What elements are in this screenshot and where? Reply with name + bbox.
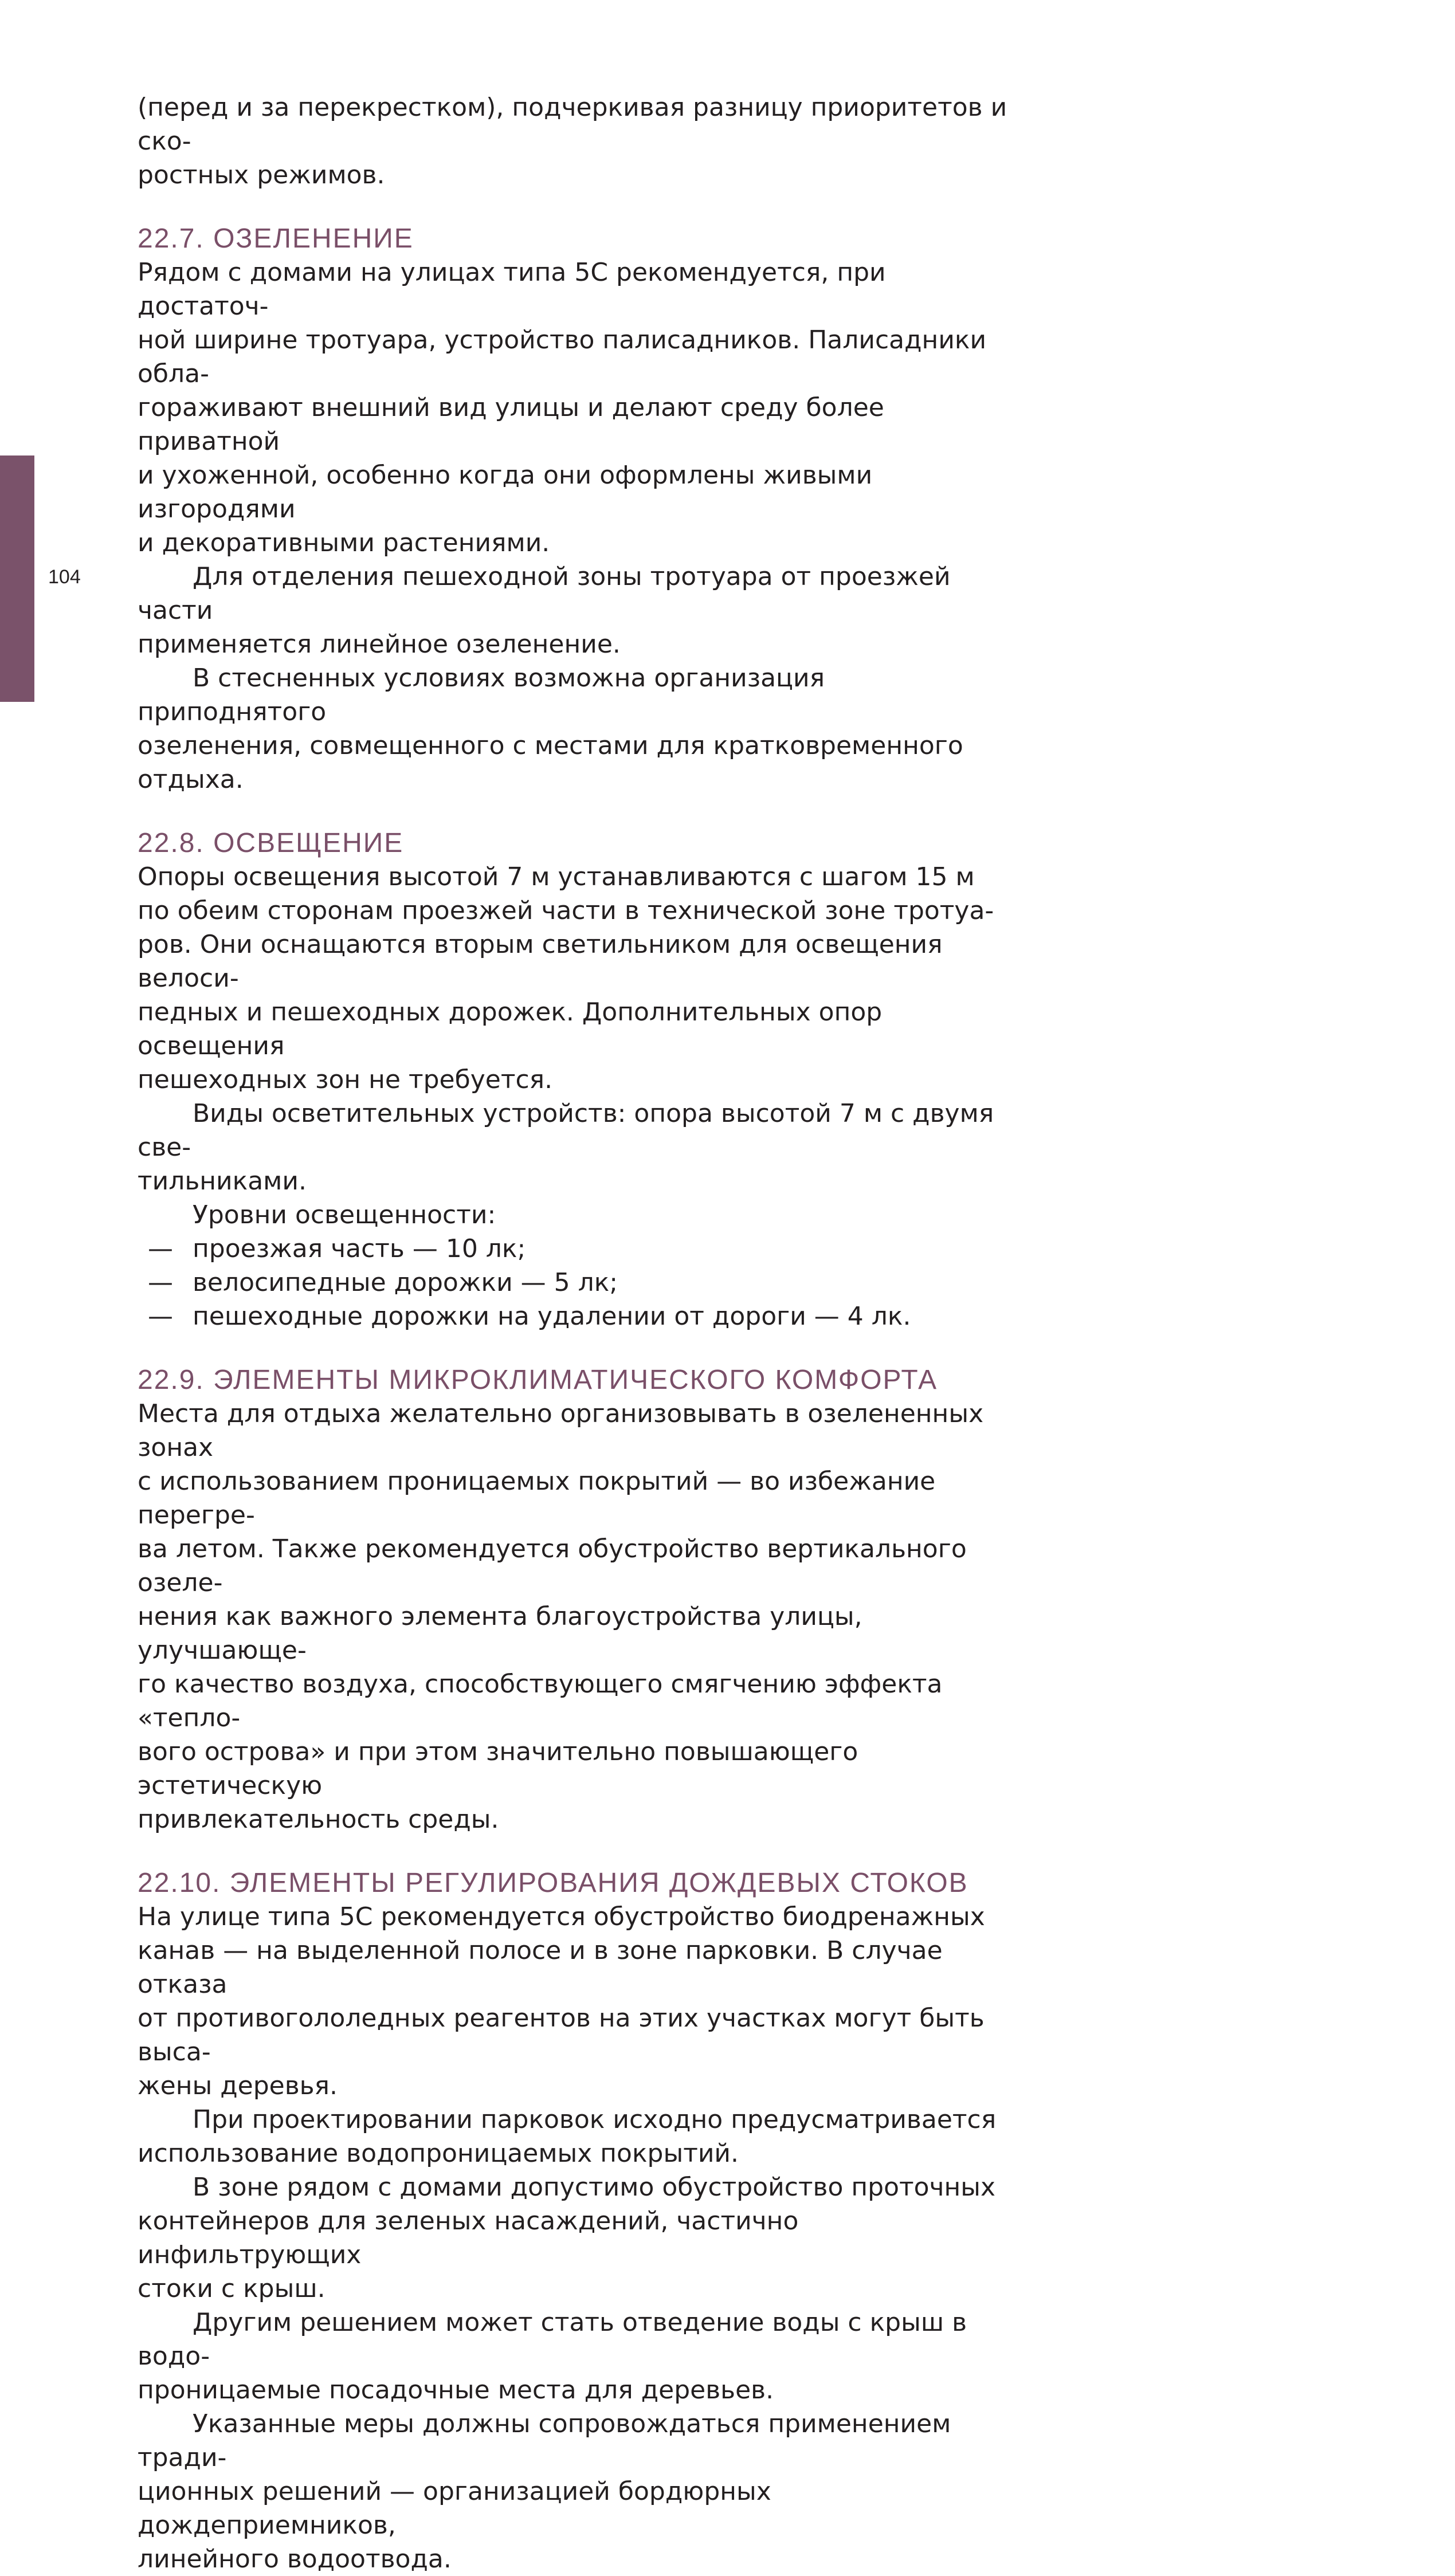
section-heading-microclimate: 22.9. ЭЛЕМЕНТЫ МИКРОКЛИМАТИЧЕСКОГО КОМФОРТА	[138, 1365, 938, 1395]
stormwater-paragraph-3: В зоне рядом с домами допустимо обустройство проточных контейнеров для зеленых насаждений, частично инфильтрующих стоки с крыш.	[138, 2173, 996, 2303]
lighting-paragraph-2: Виды осветительных устройств: опора высотой 7 м с двумя све- тильниками.	[138, 1099, 994, 1196]
greening-paragraph-2: Для отделения пешеходной зоны тротуара от проезжей части применяется линейное озеленение.	[138, 562, 951, 659]
stormwater-paragraph-2: При проектировании парковок исходно предусматривается использование водопроницаемых покрытий.	[138, 2105, 997, 2168]
stormwater-paragraph-5: Указанные меры должны сопровождаться применением тради- ционных решений — организацией бордюрных дождеприемников, линейного водоотвода.	[138, 2409, 951, 2574]
page-number: 104	[48, 566, 81, 588]
illumination-levels-list	[138, 1232, 1020, 1333]
intro-paragraph: (перед и за перекрестком), подчеркивая разницу приоритетов и ско- ростных режимов.	[138, 93, 1007, 190]
list-item: — пешеходные дорожки на удалении от дороги — 4 лк.	[148, 1302, 911, 1331]
side-tab-marker	[0, 455, 34, 702]
list-item: — велосипедные дорожки — 5 лк;	[148, 1268, 618, 1297]
section-heading-lighting: 22.8. ОСВЕЩЕНИЕ	[138, 828, 404, 858]
section-heading-stormwater: 22.10. ЭЛЕМЕНТЫ РЕГУЛИРОВАНИЯ ДОЖДЕВЫХ СТОКОВ	[138, 1868, 968, 1898]
list-item: — проезжая часть — 10 лк;	[148, 1234, 526, 1263]
greening-paragraph-1: Рядом с домами на улицах типа 5С рекомендуется, при достаточ- ной ширине тротуара, устройство палисадников. Палисадники обла- гораживают внешний вид улицы и делают среду более приватной и ухоженной, особенно когда они оформлены живыми изгородями и декоративными растениями.	[138, 258, 987, 557]
stormwater-paragraph-1: На улице типа 5С рекомендуется обустройство биодренажных канав — на выделенной полосе и в зоне парковки. В случае отказа от противогололедных реагентов на этих участках могут быть выса- жены деревья.	[138, 1902, 985, 2100]
microclimate-paragraph-1: Места для отдыха желательно организовывать в озелененных зонах с использованием проницаемых покрытий — во избежание перегре- ва летом. Также рекомендуется обустройство вертикального озеле- нения как важного элемента благоустройства улицы, улучшающе- го качество воздуха, способствующего смягчению эффекта «тепло- вого острова» и при этом значительно повышающего эстетическую привлекательность среды.	[138, 1399, 984, 1834]
page-content	[138, 91, 1020, 2576]
stormwater-paragraph-4: Другим решением может стать отведение воды с крыш в водо- проницаемые посадочные места для деревьев.	[138, 2308, 967, 2405]
greening-paragraph-3: В стесненных условиях возможна организация приподнятого озеленения, совмещенного с местами для кратковременного отдыха.	[138, 663, 963, 794]
section-heading-greening: 22.7. ОЗЕЛЕНЕНИЕ	[138, 223, 414, 254]
lighting-paragraph-1: Опоры освещения высотой 7 м устанавливаются с шагом 15 м по обеим сторонам проезжей части в технической зоне тротуа- ров. Они оснащаются вторым светильником для освещения велоси- педных и пешеходных дорожек. Дополнительных опор освещения пешеходных зон не требуется.	[138, 862, 994, 1094]
lighting-paragraph-3: Уровни освещенности:	[193, 1200, 496, 1230]
